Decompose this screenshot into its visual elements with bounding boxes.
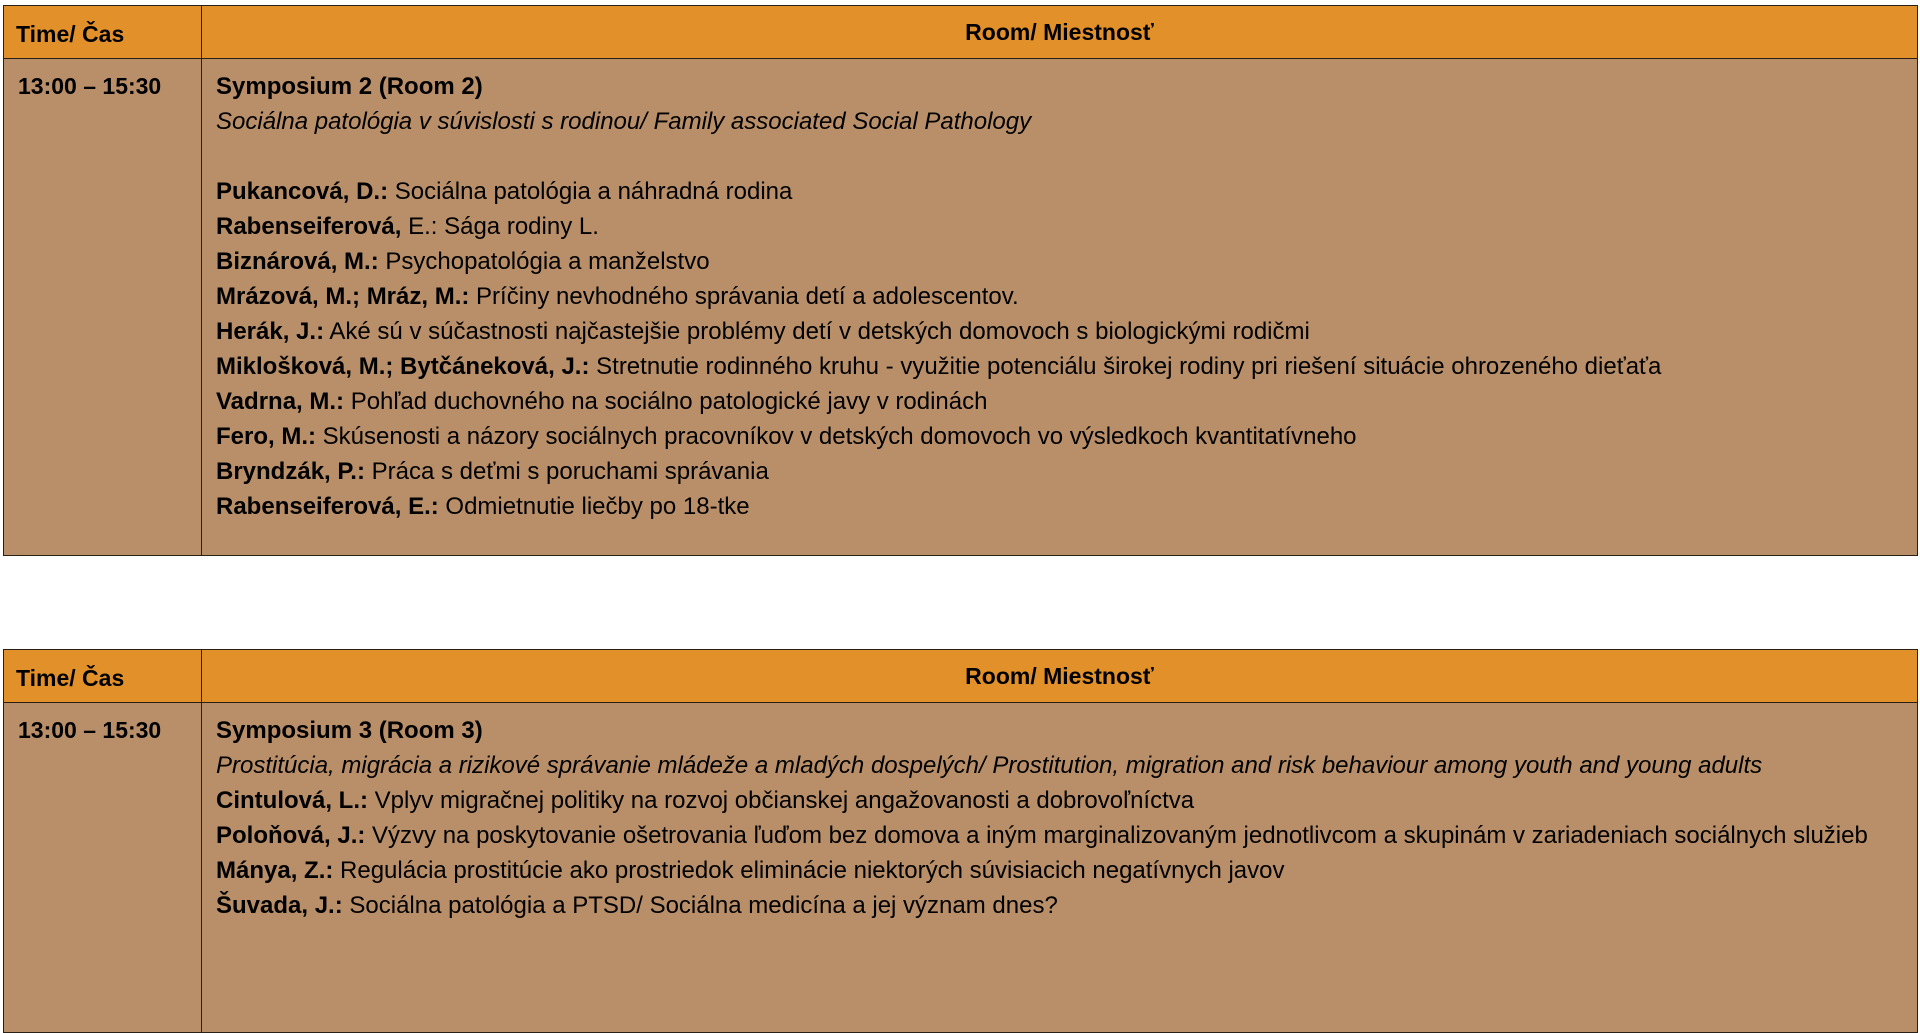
table-header-row: [4, 6, 1918, 59]
talk-author: Pukancová, D.:: [216, 178, 389, 205]
talk-title: Sociálna patológia a náhradná rodina: [388, 178, 793, 205]
schedule-table-symposium-3: [3, 649, 1918, 1033]
header-room: Room/ Miestnosť: [202, 650, 1918, 703]
header-time: Time/ Čas: [4, 650, 202, 703]
talk-title: Psychopatológia a manželstvo: [378, 248, 710, 275]
talk-author: Miklošková, M.; Bytčáneková, J.:: [216, 353, 590, 380]
talk-author: Fero, M.:: [216, 423, 316, 450]
talk-item: [216, 454, 1903, 489]
talk-title: Vplyv migračnej politiky na rozvoj občianskej angažovanosti a dobrovoľníctva: [368, 787, 1195, 814]
header-time: Time/ Čas: [4, 6, 202, 59]
talk-author: Rabenseiferová, E.:: [216, 493, 439, 520]
talk-item: [216, 314, 1903, 349]
talk-item: [216, 279, 1903, 314]
talk-item: [216, 349, 1903, 384]
table-row: [4, 59, 1918, 556]
session-time: 13:00 – 15:30: [4, 59, 202, 556]
talk-item: [216, 174, 1903, 209]
talk-author: Mrázová, M.; Mráz, M.:: [216, 283, 470, 310]
talk-title: Odmietnutie liečby po 18-tke: [438, 493, 750, 520]
symposium-title: Symposium 2 (Room 2): [216, 73, 483, 100]
talk-title: Práca s deťmi s poruchami správania: [364, 458, 769, 485]
talk-item: [216, 419, 1903, 454]
table-row: [4, 703, 1918, 1033]
spacer: [216, 139, 1903, 174]
table-header-row: [4, 650, 1918, 703]
symposium-subtitle: Prostitúcia, migrácia a rizikové správanie mládeže a mladých dospelých/ Prostitution, migration and risk behaviour among youth and young adults: [216, 752, 1763, 779]
talk-title: Stretnutie rodinného kruhu - využitie potenciálu širokej rodiny pri riešení situácie ohrozeného dieťaťa: [589, 353, 1662, 380]
talk-title: Príčiny nevhodného správania detí a adolescentov.: [469, 283, 1019, 310]
talk-author: Bryndzák, P.:: [216, 458, 365, 485]
talk-author: Mánya, Z.:: [216, 857, 334, 884]
schedule-table-symposium-2: [3, 5, 1918, 556]
talk-item: [216, 853, 1903, 888]
session-content: [202, 59, 1918, 556]
session-time: 13:00 – 15:30: [4, 703, 202, 1033]
talk-author: Biznárová, M.:: [216, 248, 379, 275]
talk-author: Vadrna, M.:: [216, 388, 345, 415]
talk-author: Šuvada, J.:: [216, 892, 343, 919]
talk-item: [216, 244, 1903, 279]
talk-item: [216, 783, 1903, 818]
header-room: Room/ Miestnosť: [202, 6, 1918, 59]
talk-item: [216, 209, 1903, 244]
talk-title: Výzvy na poskytovanie ošetrovania ľuďom bez domova a iným marginalizovaným jednotlivcom a skupinám v zariadeniach sociálnych služieb: [365, 822, 1868, 849]
talk-title: Pohľad duchovného na sociálno patologické javy v rodinách: [344, 388, 988, 415]
talk-item: [216, 384, 1903, 419]
talk-author: Rabenseiferová,: [216, 213, 402, 240]
symposium-subtitle: Sociálna patológia v súvislosti s rodinou/ Family associated Social Pathology: [216, 108, 1032, 135]
session-content: [202, 703, 1918, 1033]
talk-author: Poloňová, J.:: [216, 822, 366, 849]
talk-title: Sociálna patológia a PTSD/ Sociálna medicína a jej význam dnes?: [342, 892, 1058, 919]
talk-item: [216, 489, 1903, 524]
talk-author: Cintulová, L.:: [216, 787, 368, 814]
symposium-title: Symposium 3 (Room 3): [216, 717, 483, 744]
talk-title: Skúsenosti a názory sociálnych pracovníkov v detských domovoch vo výsledkoch kvantitatívneho: [316, 423, 1357, 450]
talk-item: [216, 818, 1903, 853]
talk-title: Aké sú v súčastnosti najčastejšie problémy detí v detských domovoch s biologickými rodičmi: [324, 318, 1310, 345]
talk-author: Herák, J.:: [216, 318, 325, 345]
talk-item: [216, 888, 1903, 923]
talk-title: E.: Sága rodiny L.: [401, 213, 599, 240]
talk-title: Regulácia prostitúcie ako prostriedok eliminácie niektorých súvisiacich negatívnych javov: [333, 857, 1285, 884]
